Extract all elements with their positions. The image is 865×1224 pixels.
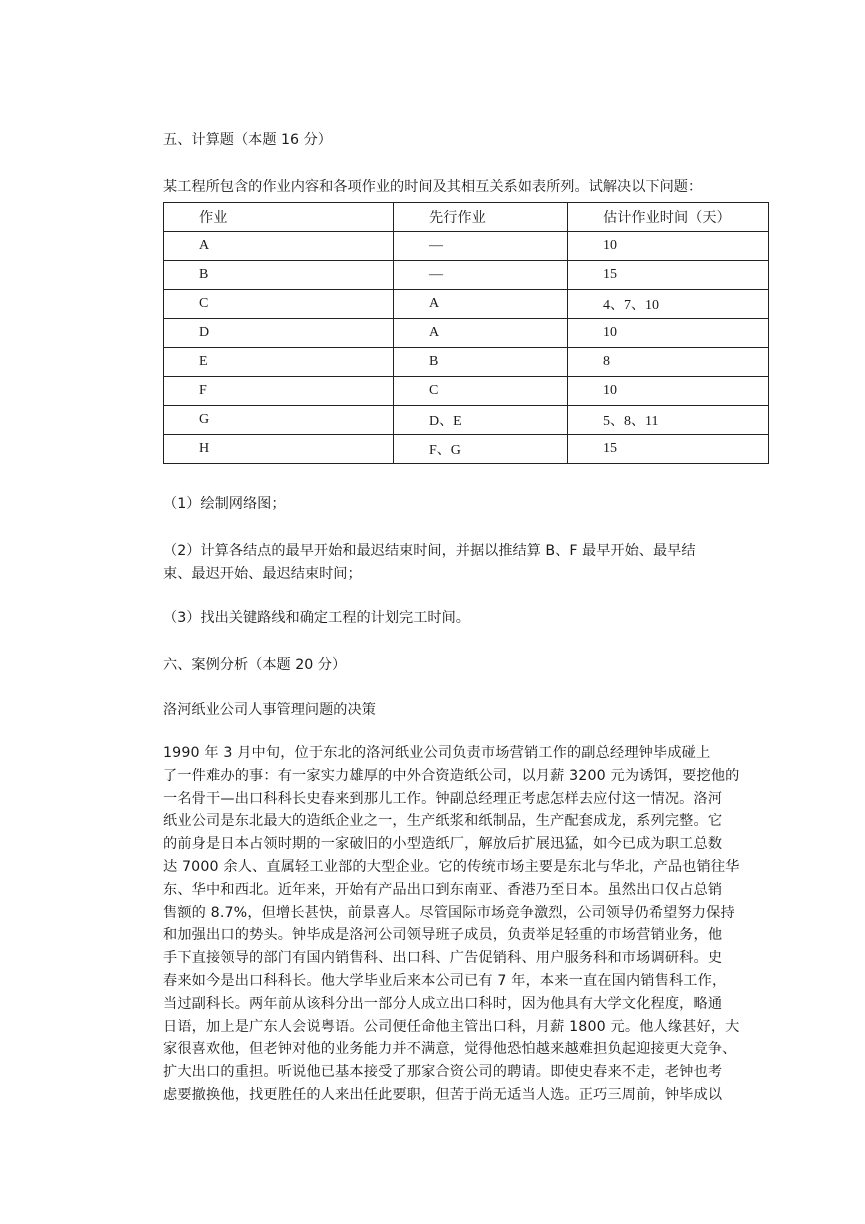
section-5-intro: 某工程所包含的作业内容和各项作业的时间及其相互关系如表所列。试解决以下问题： [163,179,703,195]
cell-predecessor: A [394,290,568,319]
cell-predecessor: F、G [394,435,568,464]
cell-activity: A [164,232,394,261]
table-row [164,406,769,435]
paragraph-line: 达 7000 余人、直属轻工业部的大型企业。它的传统市场主要是东北与华北，产品也销往华 [163,858,740,875]
header-predecessor: 先行作业 [394,203,568,232]
paragraph-line: 了一件难办的事：有一家实力雄厚的中外合资造纸公司，以月薪 3200 元为诱饵，要挖他的 [163,767,740,784]
paragraph-line: 的前身是日本占领时期的一家破旧的小型造纸厂，解放后扩展迅猛，如今已成为职工总数 [163,836,723,853]
table-header-row [164,203,769,232]
table-row [164,377,769,406]
cell-duration: 4、7、10 [568,290,769,319]
cell-activity: G [164,406,394,435]
table-row [164,435,769,464]
case-title: 洛河纸业公司人事管理问题的决策 [163,702,376,718]
paragraph-line: 家很喜欢他，但老钟对他的业务能力并不满意，觉得他恐怕越来越难担负起迎接更大竞争、 [163,1041,737,1058]
paragraph-line: 和加强出口的势头。钟毕成是洛河公司领导班子成员，负责举足轻重的市场营销业务，他 [163,927,723,944]
cell-predecessor: — [394,232,568,261]
table-row [164,232,769,261]
paragraph-line: 一名骨干—出口科科长史春来到那儿工作。钟副总经理正考虑怎样去应付这一情况。洛河 [163,790,723,807]
cell-activity: F [164,377,394,406]
paragraph-line: 售额的 8.7%，但增长甚快，前景喜人。尽管国际市场竞争激烈，公司领导仍希望努力保持 [163,904,735,921]
cell-duration: 15 [568,261,769,290]
paragraph-line: 1990 年 3 月中旬，位于东北的洛河纸业公司负责市场营销工作的副总经理钟毕成碰上 [163,745,711,761]
cell-activity: B [164,261,394,290]
case-body-paragraph [163,742,743,1107]
question-3: （3）找出关键路线和确定工程的计划完工时间。 [163,610,470,626]
cell-activity: H [164,435,394,464]
table-row [164,290,769,319]
section-6-title: 六、案例分析（本题 20 分） [163,657,347,673]
cell-duration: 5、8、11 [568,406,769,435]
paragraph-line: 虑要撤换他，找更胜任的人来出任此要职，但苦于尚无适当人选。正巧三周前，钟毕成以 [163,1086,723,1103]
table-row [164,319,769,348]
cell-predecessor: B [394,348,568,377]
cell-duration: 10 [568,319,769,348]
cell-duration: 10 [568,232,769,261]
paragraph-line: 东、华中和西北。近年来，开始有产品出口到东南亚、香港乃至日本。虽然出口仅占总销 [163,881,723,898]
cell-predecessor: C [394,377,568,406]
paragraph-line: 手下直接领导的部门有国内销售科、出口科、广告促销科、用户服务科和市场调研科。史 [163,950,723,967]
table-row [164,261,769,290]
question-1: （1）绘制网络图； [163,496,286,512]
cell-activity: D [164,319,394,348]
cell-activity: C [164,290,394,319]
paragraph-line: 纸业公司是东北最大的造纸企业之一，生产纸浆和纸制品，生产配套成龙，系列完整。它 [163,813,723,830]
paragraph-line: 春来如今是出口科科长。他大学毕业后来本公司已有 7 年，本来一直在国内销售科工作， [163,972,727,989]
table-row [164,348,769,377]
question-2-line-1: （2）计算各结点的最早开始和最迟结束时间，并据以推结算 B、F 最早开始、最早结 [163,543,696,559]
question-2-line-2: 束、最迟开始、最迟结束时间； [163,566,362,582]
activity-table [163,202,769,464]
cell-duration: 8 [568,348,769,377]
cell-predecessor: D、E [394,406,568,435]
paragraph-line: 日语，加上是广东人会说粤语。公司便任命他主管出口科，月薪 1800 元。他人缘甚好，大 [163,1018,740,1035]
section-5-title: 五、计算题（本题 16 分） [163,132,332,148]
cell-predecessor: A [394,319,568,348]
header-activity: 作业 [164,203,394,232]
cell-duration: 10 [568,377,769,406]
paragraph-line: 当过副科长。两年前从该科分出一部分人成立出口科时，因为他具有大学文化程度，略通 [163,995,723,1012]
header-duration: 估计作业时间（天） [568,203,769,232]
paragraph-line: 扩大出口的重担。听说他已基本接受了那家合资公司的聘请。即使史春来不走，老钟也考 [163,1064,723,1081]
cell-activity: E [164,348,394,377]
cell-duration: 15 [568,435,769,464]
cell-predecessor: — [394,261,568,290]
